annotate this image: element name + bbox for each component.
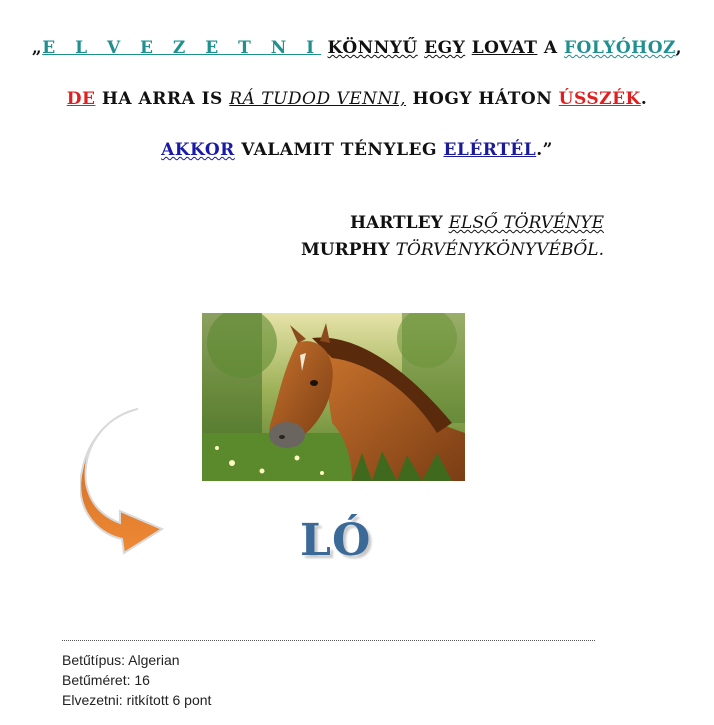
attribution-name-hartley: HARTLEY: [349, 213, 443, 233]
word-valamit-tenyleg: VALAMIT TÉNYLEG: [241, 140, 438, 160]
attribution-rest-1: ELSŐ TÖRVÉNYE: [448, 213, 604, 233]
word-elertel: ELÉRTÉL: [443, 140, 537, 160]
word-a: A: [543, 38, 558, 58]
horse-image: [202, 313, 465, 481]
attribution-line-2: [301, 240, 604, 260]
word-elvezetni: E L V E Z E T N I: [42, 38, 322, 58]
line3-end: .”: [536, 140, 553, 160]
word-usszek: ÚSSZÉK: [558, 89, 641, 109]
word-egy: EGY: [424, 38, 466, 58]
word-akkor: AKKOR: [161, 140, 235, 160]
note-size: Betűméret: 16: [62, 672, 150, 688]
divider: [62, 640, 595, 641]
word-hogy-haton: HOGY HÁTON: [412, 89, 553, 109]
quote-line-1: [0, 38, 714, 58]
line2-end: .: [640, 89, 648, 109]
curved-arrow-icon: [80, 405, 170, 555]
word-folyohoz: FOLYÓHOZ: [563, 38, 676, 58]
note-font: Betűtípus: Algerian: [62, 652, 180, 668]
word-konnyu: KÖNNYŰ: [327, 38, 418, 58]
quote-line-3: [0, 140, 714, 160]
quote-line-2: [0, 89, 714, 109]
open-quote: „: [31, 38, 43, 58]
word-de: DE: [66, 89, 96, 109]
word-lovat: LOVAT: [471, 38, 538, 58]
word-ra-tudod-venni: RÁ TUDOD VENNI,: [229, 89, 407, 109]
word-ha-arra-is: HA ARRA IS: [101, 89, 223, 109]
attribution-line-1: [350, 213, 604, 233]
caption-lo: LÓ: [300, 515, 372, 566]
attribution-name-murphy: MURPHY: [300, 240, 390, 260]
note-spacing: Elvezetni: ritkított 6 pont: [62, 692, 212, 708]
line1-end: ,: [675, 38, 683, 58]
attribution-rest-2: TÖRVÉNYKÖNYVÉBŐL.: [395, 240, 604, 260]
